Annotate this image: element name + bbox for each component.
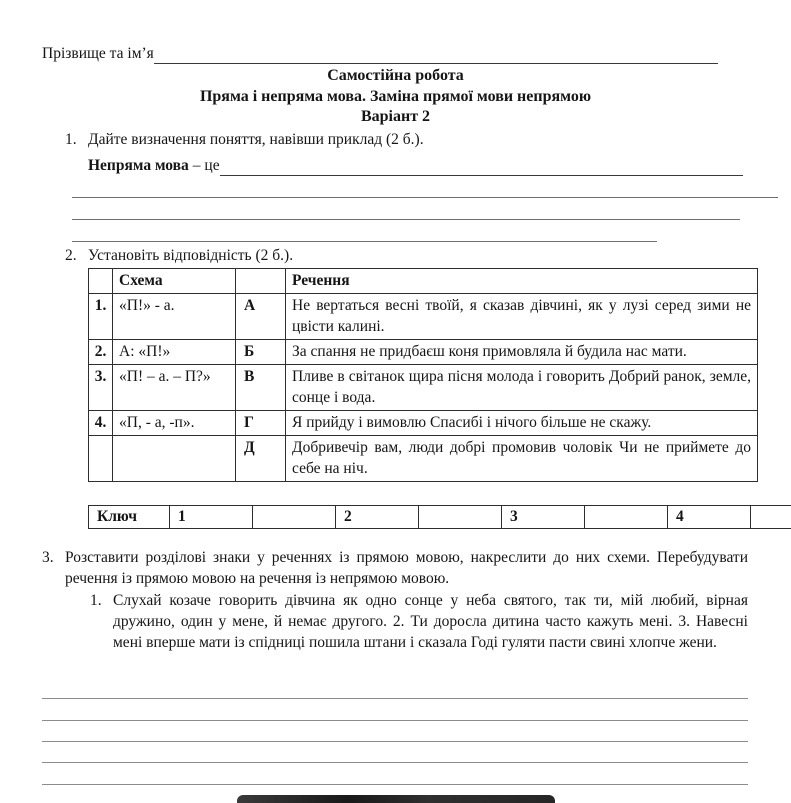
key-label: Ключ bbox=[89, 506, 170, 529]
task1-prompt-row bbox=[65, 130, 755, 150]
task3-subitem bbox=[90, 590, 748, 653]
task2-prompt: Установіть відповідність (2 б.). bbox=[88, 247, 294, 264]
row-schema: «П! – а. – П?» bbox=[113, 365, 236, 411]
row-letter: Д bbox=[236, 436, 286, 482]
row-sentence: Пливе в світанок щира пісня молода і говорить Добрий ранок, земле, сонце і вода. bbox=[286, 365, 758, 411]
row-number: 1. bbox=[89, 294, 113, 340]
page-title: Самостійна робота bbox=[327, 67, 464, 84]
key-answer-cell[interactable] bbox=[585, 506, 668, 529]
row-sentence: Добривечір вам, люди добрі промовив чоловік Чи не приймете до себе на ніч. bbox=[286, 436, 758, 482]
writing-line[interactable] bbox=[42, 784, 748, 785]
writing-line[interactable] bbox=[42, 741, 748, 742]
row-number bbox=[89, 436, 113, 482]
row-letter: А bbox=[236, 294, 286, 340]
writing-line[interactable] bbox=[42, 762, 748, 763]
row-number: 3. bbox=[89, 365, 113, 411]
key-number: 2 bbox=[336, 506, 419, 529]
term-label: Непряма мова bbox=[88, 157, 189, 174]
row-letter: Б bbox=[236, 340, 286, 365]
task3-sub-number: 1. bbox=[90, 592, 102, 609]
header-sentence: Речення bbox=[286, 269, 758, 294]
writing-line[interactable] bbox=[42, 698, 748, 699]
matching-table bbox=[88, 268, 758, 482]
table-header-row bbox=[89, 269, 758, 294]
writing-line[interactable] bbox=[72, 197, 778, 198]
row-sentence: Не вертаться весні твоїй, я сказав дівчині, як у лузі серед зими не цвісти калині. bbox=[286, 294, 758, 340]
row-schema: «П, - а, -п». bbox=[113, 411, 236, 436]
definition-blank-line[interactable] bbox=[220, 158, 743, 176]
row-number: 2. bbox=[89, 340, 113, 365]
task1-number: 1. bbox=[65, 131, 77, 148]
key-number: 3 bbox=[502, 506, 585, 529]
titles-block bbox=[0, 66, 791, 128]
name-blank-line[interactable] bbox=[154, 46, 718, 64]
row-schema: «П!» - а. bbox=[113, 294, 236, 340]
key-row bbox=[89, 506, 791, 529]
answer-key-table bbox=[88, 505, 791, 529]
table-row bbox=[89, 411, 758, 436]
key-number: 1 bbox=[170, 506, 253, 529]
key-answer-cell[interactable] bbox=[751, 506, 791, 529]
header-letter-empty bbox=[236, 269, 286, 294]
term-connector: – це bbox=[192, 157, 220, 174]
task1-prompt: Дайте визначення поняття, навівши приклад (2 б.). bbox=[88, 131, 424, 148]
row-schema: А: «П!» bbox=[113, 340, 236, 365]
task1-definition-row bbox=[88, 156, 743, 176]
name-row bbox=[42, 44, 718, 64]
header-schema: Схема bbox=[113, 269, 236, 294]
writing-line[interactable] bbox=[72, 241, 657, 242]
table-row bbox=[89, 294, 758, 340]
task3-prompt: Розставити розділові знаки у реченнях із прямою мовою, накреслити до них схеми. Перебудувати речення із прямою мовою на речення із непрямою мовою. bbox=[65, 549, 748, 587]
row-sentence: Я прийду і вимовлю Спасибі і нічого більше не скажу. bbox=[286, 411, 758, 436]
task2-prompt-row bbox=[65, 246, 755, 266]
writing-line[interactable] bbox=[42, 720, 748, 721]
key-answer-cell[interactable] bbox=[253, 506, 336, 529]
variant-title: Варіант 2 bbox=[360, 108, 431, 125]
key-number: 4 bbox=[668, 506, 751, 529]
task3-prompt-row bbox=[42, 547, 748, 589]
page-subtitle: Пряма і непряма мова. Заміна прямої мови непрямою bbox=[199, 87, 592, 105]
row-letter: В bbox=[236, 365, 286, 411]
table-row bbox=[89, 365, 758, 411]
task3-number: 3. bbox=[42, 549, 54, 566]
key-answer-cell[interactable] bbox=[419, 506, 502, 529]
task3-sub-text: Слухай козаче говорить дівчина як одно сонце у неба святого, так ти, мій любий, вірная дружино, один у мене, й немає другого. 2. Ти доросла дитина часто кажуть мені. 3. Навесні мені вперше мати із спідниці пошила штани і сказала Годі гуляти пасти свині хлопче жени. bbox=[113, 592, 748, 651]
writing-line[interactable] bbox=[72, 219, 740, 220]
row-sentence: За спання не придбаєш коня примовляла й будила нас мати. bbox=[286, 340, 758, 365]
name-label: Прізвище та ім’я bbox=[42, 45, 154, 62]
bottom-dark-bar bbox=[237, 795, 555, 803]
task2-number: 2. bbox=[65, 247, 77, 264]
row-letter: Г bbox=[236, 411, 286, 436]
table-row bbox=[89, 340, 758, 365]
row-number: 4. bbox=[89, 411, 113, 436]
table-row bbox=[89, 436, 758, 482]
task3-block bbox=[42, 547, 748, 653]
row-schema bbox=[113, 436, 236, 482]
header-empty-cell bbox=[89, 269, 113, 294]
